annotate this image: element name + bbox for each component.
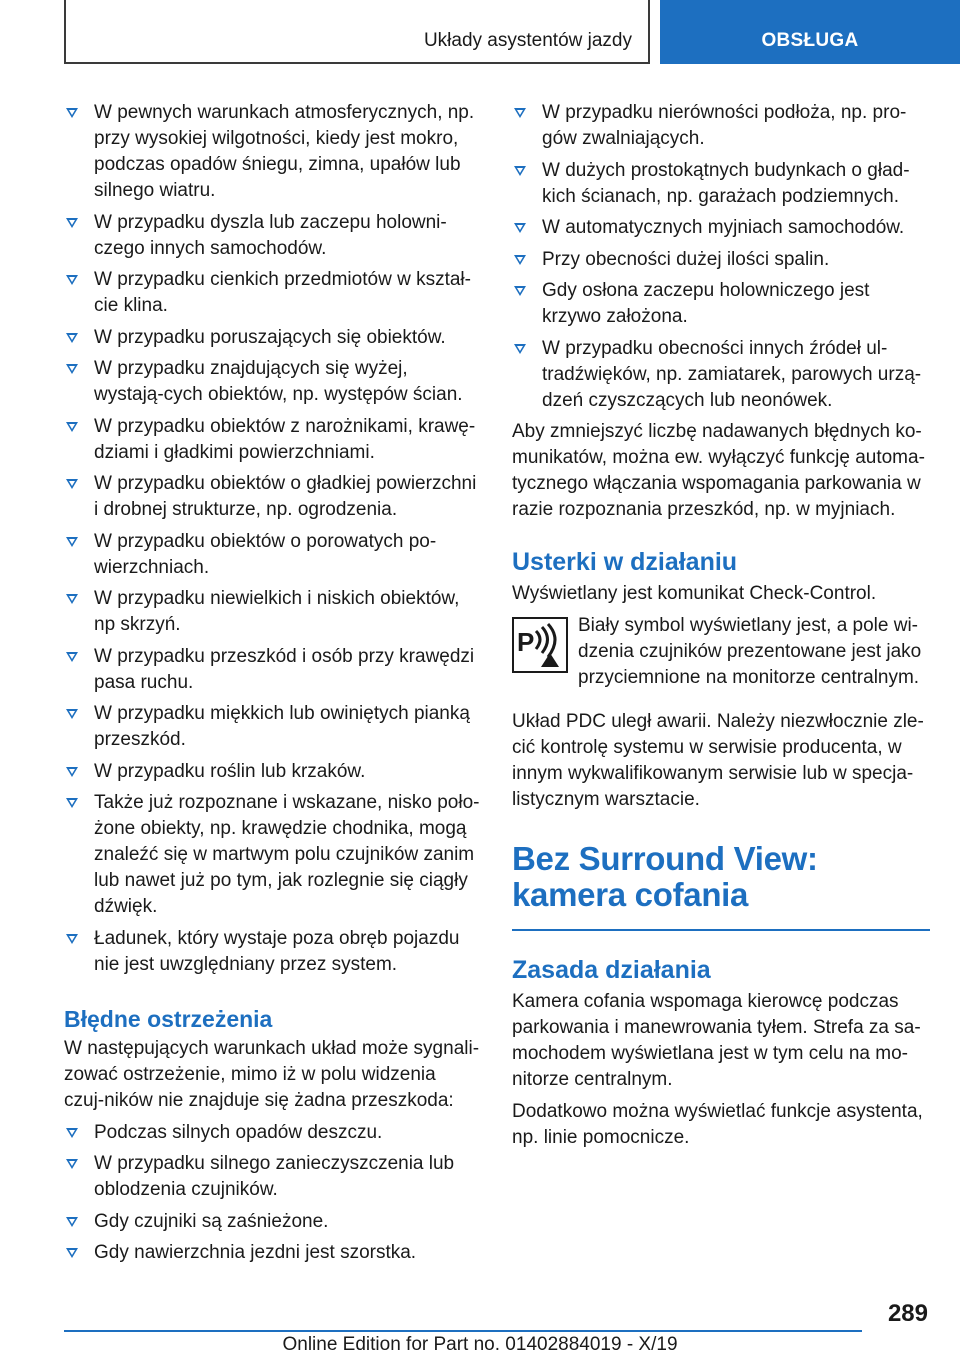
list-item-text: W przypadku niewielkich i niskich obiektów, np skrzyń. [94,588,460,635]
assist-functions-paragraph: Dodatkowo można wyświetlać funkcje asystenta, np. linie pomocnicze. [512,1101,923,1148]
list-item-text: Gdy nawierzchnia jezdni jest szorstka. [94,1242,417,1263]
list-item-text: W przypadku obiektów z narożnikami, krawę-dziami i gładkimi powierzchniami. [94,415,476,463]
rear-camera-paragraph: Kamera cofania wspomaga kierowcę podczas parkowania i manewrowania tyłem. Strefa za sa-mochodem wyświetlana jest w tym celu na mo-nitorze centralnym. [512,991,921,1090]
bullet-triangle-icon [514,108,526,118]
footer-divider [64,1330,862,1332]
bullet-triangle-icon [66,537,78,547]
list-item [64,926,480,978]
list-item-text: Także już rozpoznane i wskazane, nisko poło-żone obiekty, np. krawędzie chodnika, mogą znaleźć się w martwym polu czujników zanim lub nawet już po tym, jak rozlegnie się ciągły dźwięk. [94,792,480,917]
list-item-text: W przypadku obecności innych źródeł ul-tradźwięków, np. zamiatarek, parowych urzą-dzeń czyszczących lub neonówek. [542,337,922,411]
list-item [64,210,480,262]
malfunction-heading: Usterki w działaniu [512,548,738,576]
heading-divider [512,929,930,931]
bullet-triangle-icon [66,798,78,808]
bullet-triangle-icon [514,286,526,296]
list-item [64,100,480,204]
right-column [512,100,930,1157]
list-item [512,247,930,273]
list-item-text: W przypadku przeszkód i osób przy krawędzi pasa ruchu. [94,645,475,693]
list-item [64,1240,480,1266]
header-chapter-label: OBSŁUGA [761,30,859,51]
list-item [512,158,930,210]
check-control-line: Wyświetlany jest komunikat Check-Control. [512,583,877,604]
bullet-triangle-icon [514,166,526,176]
list-item [64,701,480,753]
rear-camera-heading: Bez Surround View: kamera cofania [512,840,818,913]
list-item-text: W przypadku cienkich przedmiotów w kształ-cie klina. [94,269,471,316]
false-warnings-list-continued [512,100,930,414]
principle-heading: Zasada działania [512,956,711,984]
page-header [0,0,960,66]
header-frame [64,0,650,64]
footer-edition-text: Online Edition for Part no. 01402884019 - X/19 [282,1334,678,1355]
list-item-text: Podczas silnych opadów deszczu. [94,1121,383,1143]
list-item [64,471,480,523]
bullet-triangle-icon [66,934,78,944]
bullet-triangle-icon [66,364,78,374]
list-item [64,1151,480,1203]
header-section-title: Układy asystentów jazdy [423,30,632,51]
list-item-text: W przypadku znajdujących się wyżej, wystają-cych obiektów, np. występów ścian. [94,358,463,405]
bullet-triangle-icon [66,594,78,604]
list-item [64,414,480,466]
bullet-triangle-icon [66,767,78,777]
pdc-icon-description: Biały symbol wyświetlany jest, a pole wi-dzenia czujników prezentowane jest jako przyciemnione na monitorze centralnym. [578,615,922,688]
list-item-text: W przypadku roślin lub krzaków. [94,760,366,782]
list-item-text: Ładunek, który wystaje poza obręb pojazdu nie jest uwzględniany przez system. [94,927,460,975]
bullet-triangle-icon [66,1128,78,1138]
list-item [64,759,480,785]
header-chapter-tab [660,0,960,64]
list-item-text: W pewnych warunkach atmosferycznych, np. przy wysokiej wilgotności, kiedy jest mokro, podczas opadów śniegu, zimna, upałów lub silnego wiatru. [94,102,475,201]
list-item-text: W przypadku nierówności podłoża, np. pro-gów zwalniających. [542,102,907,149]
false-warnings-list [64,1120,480,1267]
bullet-triangle-icon [514,344,526,354]
bullet-triangle-icon [514,223,526,233]
list-item [64,529,480,581]
list-item [512,215,930,241]
list-item [64,644,480,696]
list-item-text: W przypadku poruszających się obiektów. [94,326,446,348]
false-warnings-heading: Błędne ostrzeżenia [64,1005,273,1032]
pdc-failure-paragraph: Układ PDC uległ awarii. Należy niezwłocznie zle-cić kontrolę systemu w serwisie producenta, w innym wykwalifikowanym serwisie lub w specja-listycznym warsztacie. [512,711,924,810]
list-item-text: W dużych prostokątnych budynkach o gład-kich ścianach, np. garażach podziemnych. [542,159,910,207]
list-item [512,278,930,330]
list-item [64,586,480,638]
list-item-text: Przy obecności dużej ilości spalin. [542,248,830,270]
list-item [512,336,930,414]
bullet-triangle-icon [66,275,78,285]
bullet-triangle-icon [66,709,78,719]
page-number: 289 [887,1300,928,1327]
bullet-triangle-icon [66,422,78,432]
bullet-triangle-icon [66,1159,78,1169]
list-item [64,1209,480,1235]
bullet-triangle-icon [66,108,78,118]
left-column [64,100,480,1272]
list-item-text: W przypadku obiektów o porowatych po-wierzchniach. [94,530,437,578]
list-item [512,100,930,152]
list-item-text: Gdy osłona zaczepu holowniczego jest krzywo założona. [542,280,870,327]
list-item [64,790,480,920]
reduce-false-warnings-paragraph: Aby zmniejszyć liczbę nadawanych błędnych ko-munikatów, można ew. wyłączyć funkcję automa-tycznego włączania wspomagania parkowania w razie rozpoznania przeszkód, np. w myjniach. [512,421,925,520]
list-item-text: W przypadku obiektów o gładkiej powierzchni i drobnej strukturze, np. ogrodzenia. [94,473,477,520]
bullet-triangle-icon [514,255,526,265]
bullet-triangle-icon [66,479,78,489]
list-item-text: W przypadku miękkich lub owiniętych pianką przeszkód. [94,703,470,750]
list-item [64,267,480,319]
list-item [64,325,480,351]
park-distance-control-icon [512,617,568,673]
list-item-text: W automatycznych myjniach samochodów. [542,217,905,238]
list-item [64,1120,480,1146]
list-item-text: Gdy czujniki są zaśnieżone. [94,1210,329,1232]
bullet-triangle-icon [66,1217,78,1227]
pdc-warning-row [512,613,930,695]
bullet-triangle-icon [66,1248,78,1258]
false-warnings-intro: W następujących warunkach układ może sygnali-zować ostrzeżenie, mimo iż w polu widzenia czuj-ników nie znajduje się żadna przeszkoda: [64,1037,480,1111]
list-item-text: W przypadku silnego zanieczyszczenia lub oblodzenia czujników. [94,1153,455,1200]
list-item-text: W przypadku dyszla lub zaczepu holowni-czego innych samochodów. [94,211,447,259]
limitations-list [64,100,480,978]
bullet-triangle-icon [66,218,78,228]
bullet-triangle-icon [66,333,78,343]
bullet-triangle-icon [66,652,78,662]
list-item [64,356,480,408]
svg-text:P: P [517,627,535,657]
